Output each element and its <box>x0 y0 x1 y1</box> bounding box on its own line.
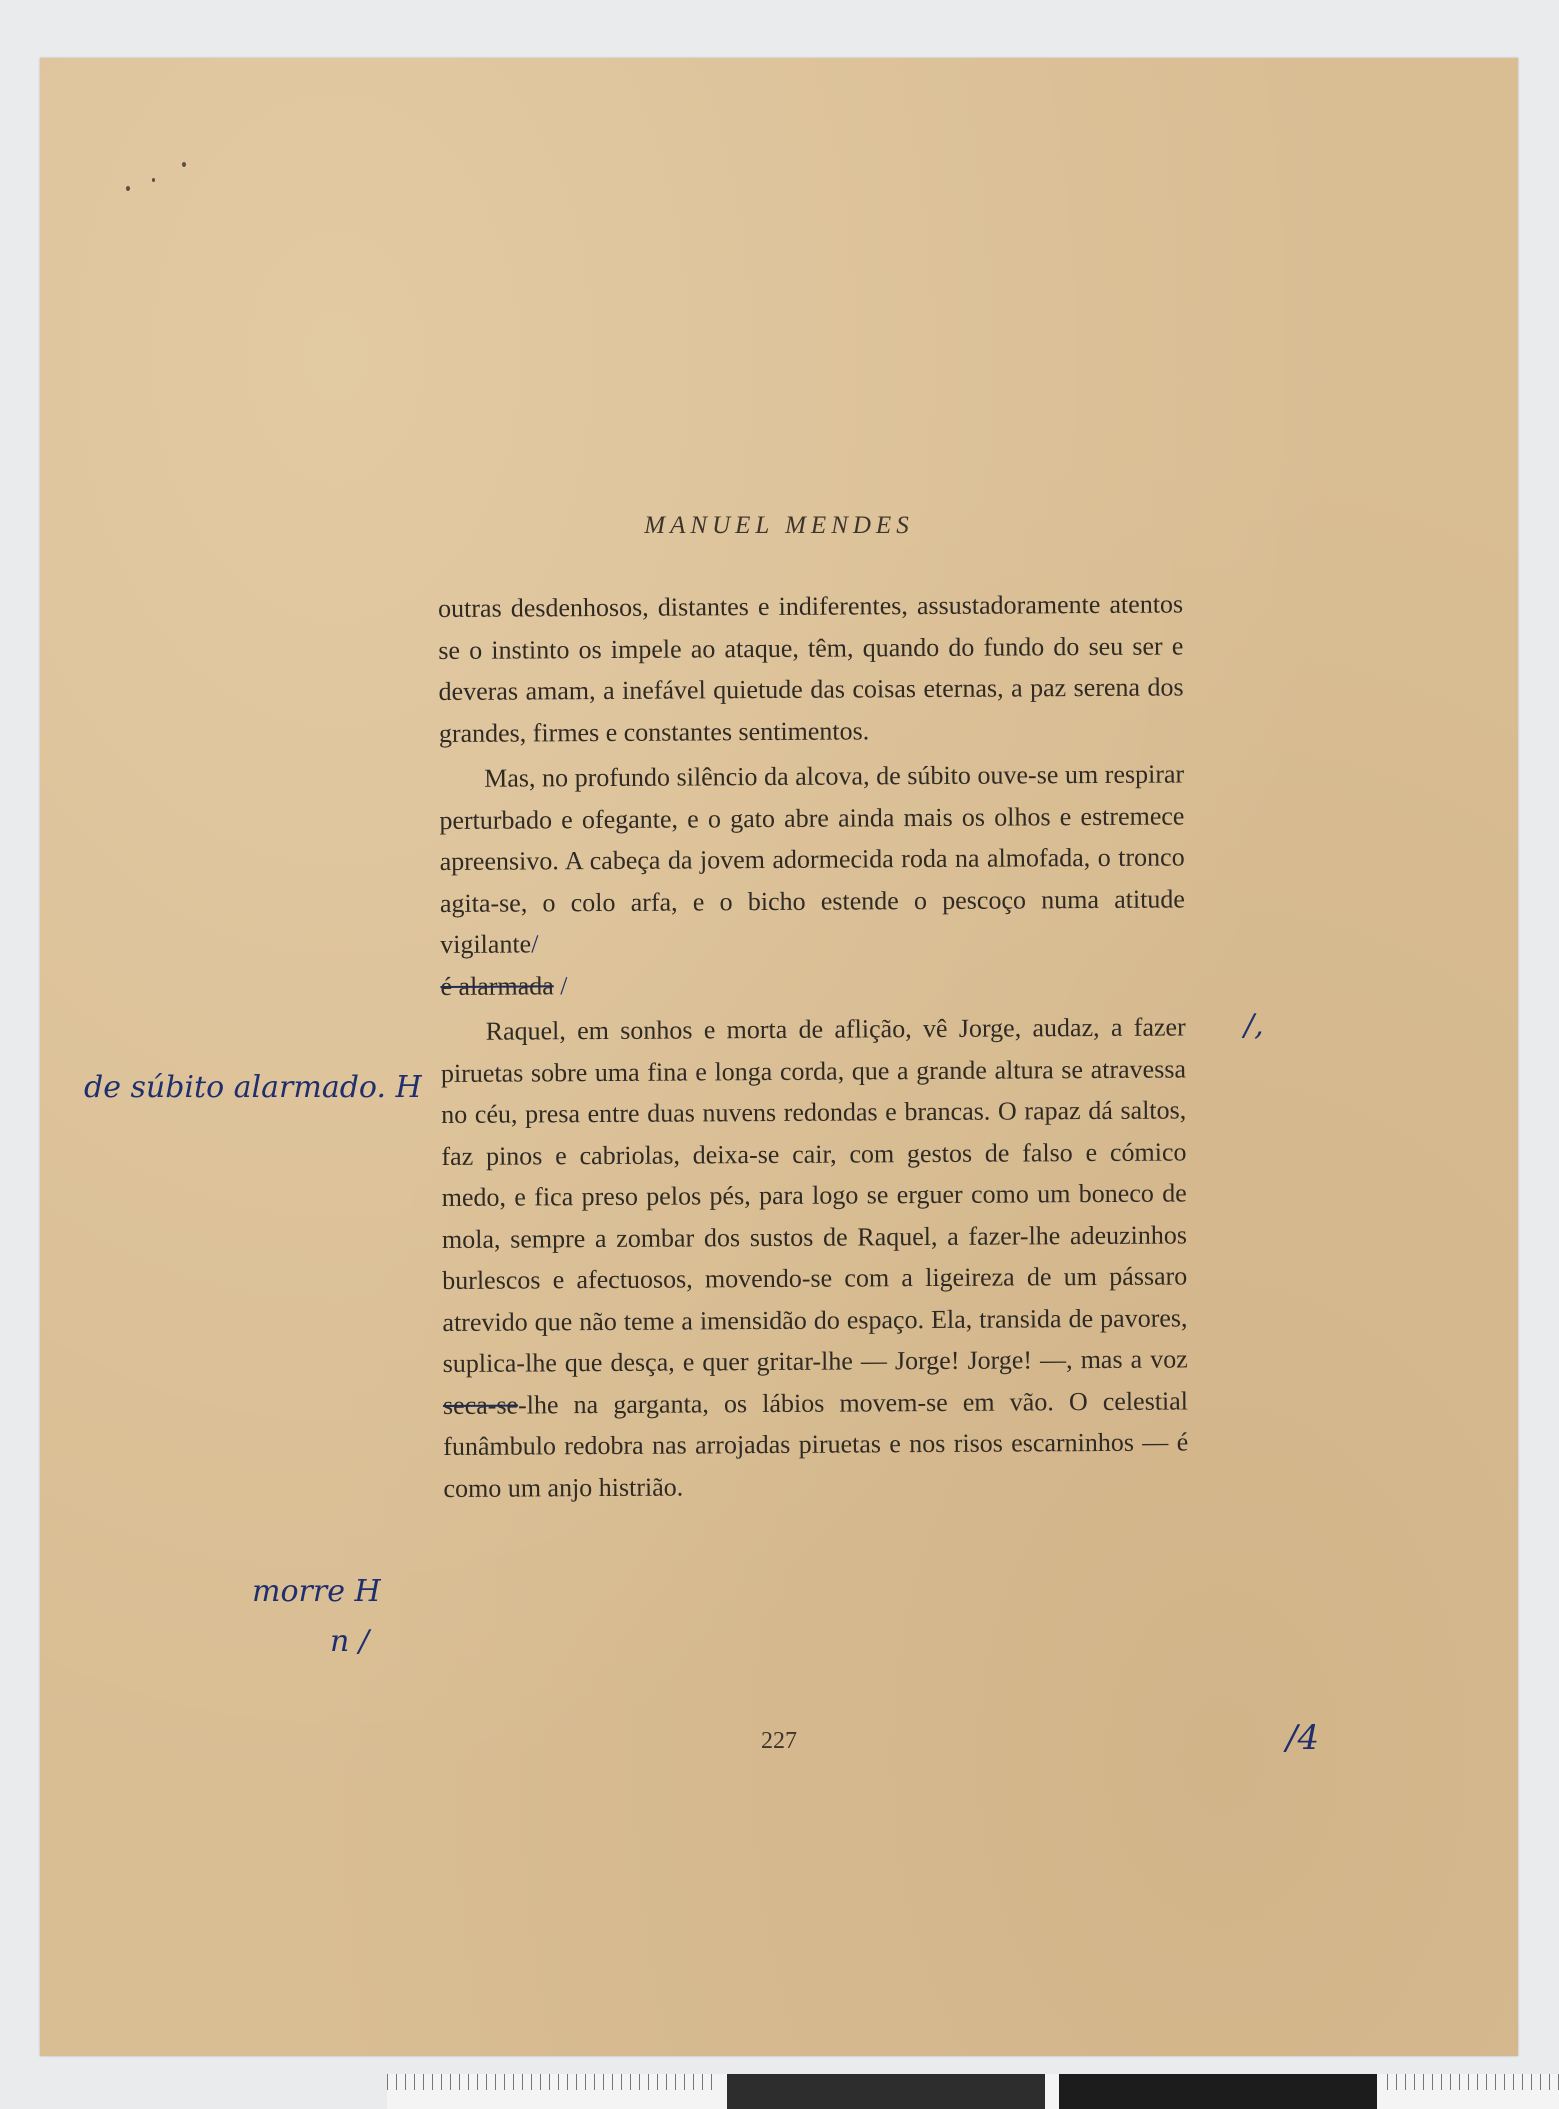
document-page <box>40 58 1518 2056</box>
color-scale-ruler <box>387 2074 1559 2109</box>
paragraph-3-end: -lhe na garganta, os lábios movem-se em vão. O celestial funâmbulo redobra nas arrojadas piruetas e nos risos escarninhos — é como um anjo histrião. <box>443 1385 1189 1503</box>
paragraph-1: outras desdenhosos, distantes e indiferentes, assustadoramente atentos se o instinto os impele ao ataque, têm, quando do fundo do seu ser e deveras amam, a inefável quietude das coisas eternas, a paz serena dos grandes, firmes e constantes sentimentos. <box>438 589 1184 748</box>
ruler-black-block <box>1059 2074 1377 2109</box>
ink-speck <box>182 162 186 167</box>
paragraph-3 <box>441 1006 1189 1509</box>
paragraph-2: Mas, no profundo silêncio da alcova, de súbito ouve-se um respirar perturbado e ofegante, e o gato abre ainda mais os olhos e estremece apreensivo. A cabeça da jovem adormecida roda na almofada, o tronco agita-se, o colo arfa, e o bicho estende o pescoço numa atitude vigilante/ é alarmada / <box>439 759 1185 1001</box>
margin-annotation-n: n / <box>330 1624 369 1659</box>
struck-text-2: seca-se <box>442 1390 519 1420</box>
ruler-gray-block <box>727 2074 1045 2109</box>
running-header: MANUEL MENDES <box>644 512 914 539</box>
margin-annotation-morre: morre H <box>252 1574 381 1609</box>
margin-annotation-page-count: /4 <box>1286 1718 1320 1758</box>
margin-annotation-alarmado: de súbito alarmado. H <box>84 1070 422 1105</box>
page-number: 227 <box>761 1728 797 1754</box>
paragraph-2-text: Mas, no profundo silêncio da alcova, de súbito ouve-se um respirar perturbado e ofegante, e o gato abre ainda mais os olhos e estremece apreensivo. A cabeça da jovem adormecida roda na almofada, o tronco agita-se, o colo arfa, e o bicho estende o pescoço numa atitude vigilante <box>439 759 1185 959</box>
ruler-ticks <box>1387 2074 1559 2090</box>
paragraph-3-text: Raquel, em sonhos e morta de aflição, vê Jorge, audaz, a fazer piruetas sobre uma fina e longa corda, que a grande altura se atravessa no céu, presa entre duas nuvens redondas e brancas. O rapaz dá saltos, faz pinos e cabriolas, deixa-se cair, com gestos de falso e cómico medo, e fica preso pelos pés, para logo se erguer como um boneco de mola, sempre a zombar dos sustos de Raquel, a fazer-lhe adeuzinhos burlescos e afectuosos, movendo-se com a ligeireza de um pássaro atrevido que não teme a imensidão do espaço. Ela, transida de pavores, suplica-lhe que desça, e quer gritar-lhe — Jorge! Jorge! —, mas a voz <box>440 1012 1188 1378</box>
ink-speck <box>152 178 155 182</box>
ink-speck <box>126 186 130 191</box>
ruler-ticks <box>387 2074 717 2090</box>
margin-annotation-right: /, <box>1244 1008 1264 1043</box>
body-text <box>438 583 1189 1509</box>
struck-text: é alarmada <box>440 970 554 1001</box>
